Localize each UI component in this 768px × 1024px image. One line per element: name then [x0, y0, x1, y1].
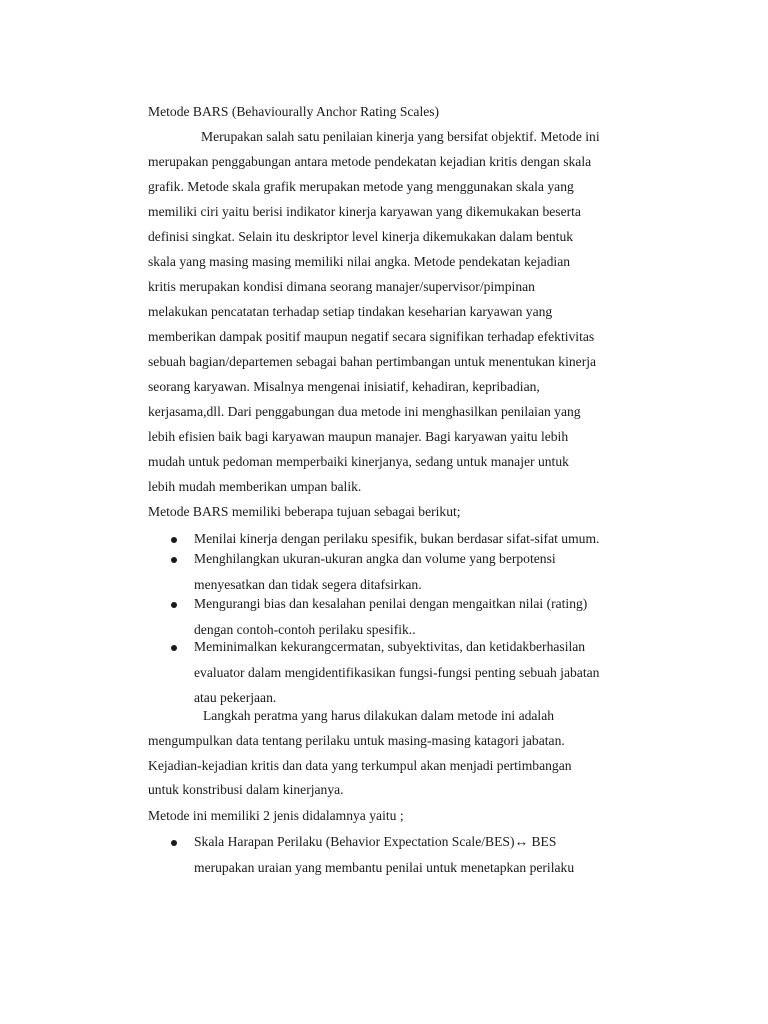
paragraph-line: definisi singkat. Selain itu deskriptor level kinerja dikemukakan dalam bentuk — [148, 229, 574, 244]
paragraph-line: Kejadian-kejadian kritis dan data yang terkumpul akan menjadi pertimbangan — [148, 758, 572, 773]
bullet-icon — [171, 602, 177, 608]
paragraph-line: untuk konstribusi dalam kinerjanya. — [148, 782, 344, 797]
paragraph-line: memiliki ciri yaitu berisi indikator kinerja karyawan yang dikemukakan beserta — [148, 204, 581, 219]
list-item-line: menyesatkan dan tidak segera ditafsirkan. — [194, 577, 422, 592]
paragraph-line: sebuah bagian/departemen sebagai bahan pertimbangan untuk menentukan kinerja — [148, 354, 597, 369]
paragraph-line: Merupakan salah satu penilaian kinerja yang bersifat objektif. Metode ini — [201, 129, 600, 144]
list-item-line: atau pekerjaan. — [194, 690, 277, 705]
bullet-icon — [171, 645, 177, 651]
paragraph-line: kritis merupakan kondisi dimana seorang manajer/supervisor/pimpinan — [148, 279, 535, 294]
goals-intro: Metode BARS memiliki beberapa tujuan sebagai berikut; — [148, 504, 461, 519]
bullet-icon — [171, 840, 177, 846]
bullet-icon — [171, 557, 177, 563]
paragraph-line: skala yang masing masing memiliki nilai angka. Metode pendekatan kejadian — [148, 254, 571, 269]
paragraph-line: seorang karyawan. Misalnya mengenai inisiatif, kehadiran, kepribadian, — [148, 379, 540, 394]
list-item-line: dengan contoh-contoh perilaku spesifik.. — [194, 622, 416, 637]
bullet-icon — [171, 537, 177, 543]
paragraph-line: melakukan pencatatan terhadap setiap tindakan keseharian karyawan yang — [148, 304, 553, 319]
paragraph-line: lebih efisien baik bagi karyawan maupun manajer. Bagi karyawan yaitu lebih — [148, 429, 569, 444]
list-item-line: Menilai kinerja dengan perilaku spesifik, bukan berdasar sifat-sifat umum. — [194, 531, 600, 546]
list-item-line: Menghilangkan ukuran-ukuran angka dan volume yang berpotensi — [194, 551, 556, 566]
types-intro: Metode ini memiliki 2 jenis didalamnya yaitu ; — [148, 808, 404, 823]
paragraph-line: merupakan penggabungan antara metode pendekatan kejadian kritis dengan skala — [148, 154, 592, 169]
paragraph-line: mudah untuk pedoman memperbaiki kinerjanya, sedang untuk manajer untuk — [148, 454, 569, 469]
paragraph-line: mengumpulkan data tentang perilaku untuk masing-masing katagori jabatan. — [148, 733, 565, 748]
list-item-line: merupakan uraian yang membantu penilai untuk menetapkan perilaku — [194, 860, 575, 875]
paragraph-line: lebih mudah memberikan umpan balik. — [148, 479, 362, 494]
list-item-line: evaluator dalam mengidentifikasikan fungsi-fungsi penting sebuah jabatan — [194, 665, 600, 680]
paragraph-line: kerjasama,dll. Dari penggabungan dua metode ini menghasilkan penilaian yang — [148, 404, 581, 419]
paragraph-line: memberikan dampak positif maupun negatif secara signifikan terhadap efektivitas — [148, 329, 595, 344]
list-item-line: Mengurangi bias dan kesalahan penilai dengan mengaitkan nilai (rating) — [194, 596, 588, 611]
document-heading: Metode BARS (Behaviourally Anchor Rating Scales) — [148, 104, 440, 119]
paragraph-line: grafik. Metode skala grafik merupakan metode yang menggunakan skala yang — [148, 179, 574, 194]
paragraph-line: Langkah peratma yang harus dilakukan dalam metode ini adalah — [203, 708, 555, 723]
list-item-line: Skala Harapan Perilaku (Behavior Expectation Scale/BES)↔ BES — [194, 834, 557, 849]
list-item-line: Meminimalkan kekurangcermatan, subyektivitas, dan ketidakberhasilan — [194, 639, 586, 654]
